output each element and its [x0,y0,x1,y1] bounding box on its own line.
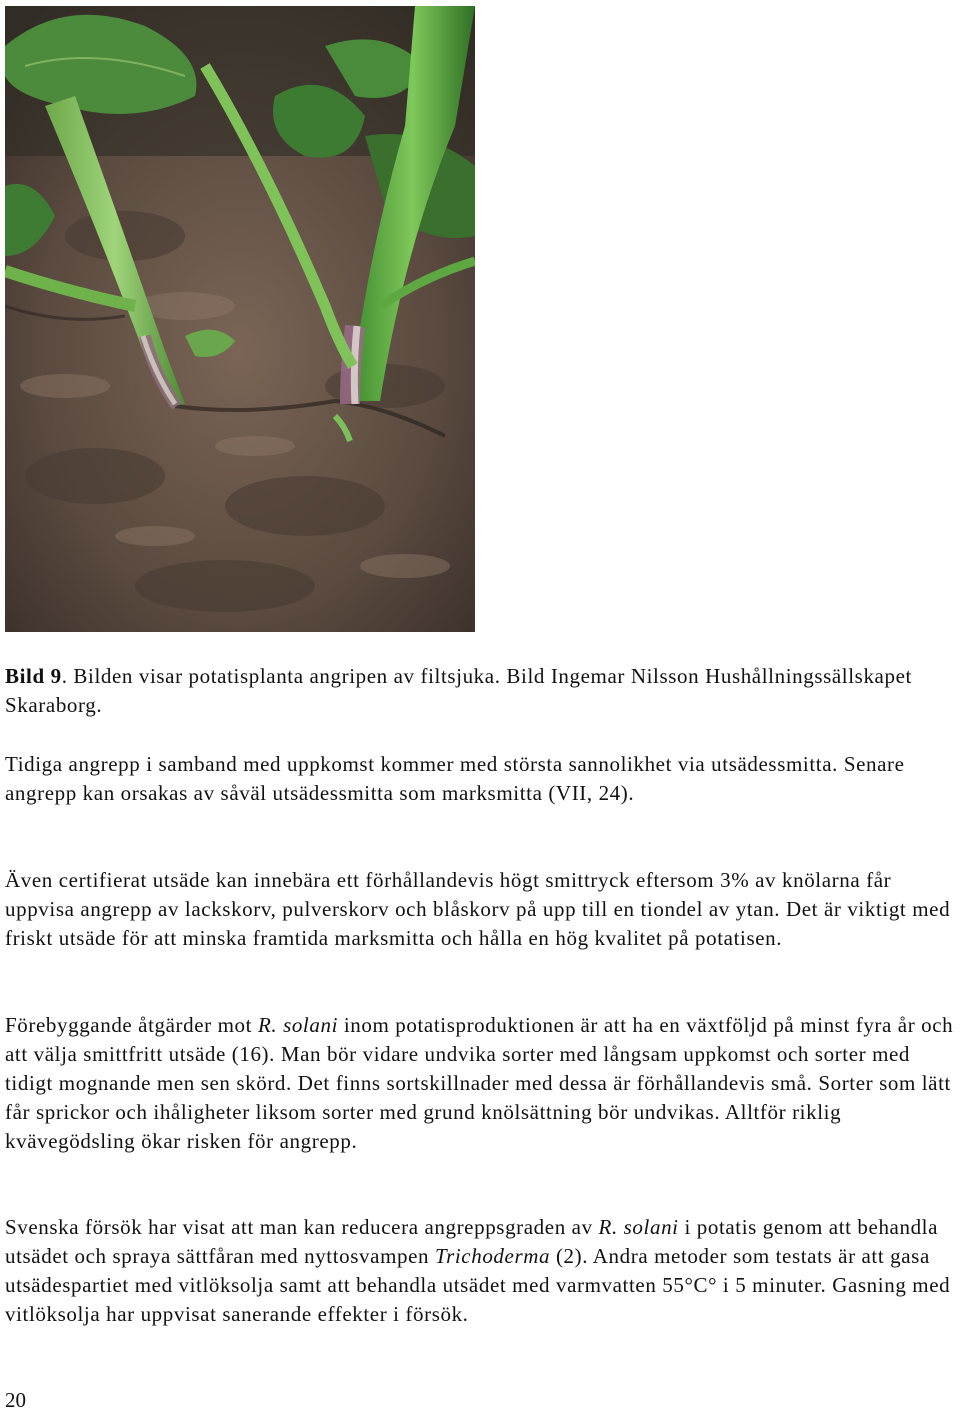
paragraph-2-text: Även certifierat utsäde kan innebära ett förhållandevis högt smittryck eftersom 3% av knölarna får uppvisa angrepp av lackskorv, pulverskorv och blåskorv på upp till en tiondel av ytan. Det är viktigt med friskt utsäde för att minska framtida marksmitta och hålla en hög kvalitet på potatisen. [5,868,951,950]
paragraph-3-after: inom potatisproduktionen är att ha en växtföljd på minst fyra år och att välja smittfritt utsäde (16). Man bör vidare undvika sorter med långsam uppkomst och sorter med tidigt mognande men sen skörd. Det finns sortskillnader med dessa är förhållandevis små. Sorter som lätt får sprickor och ihåligheter liksom sorter med grund knölsättning bör undvikas. Alltför riklig kvävegödsling ökar risken för angrepp. [5,1013,954,1153]
paragraph-4-after: (2). Andra metoder som testats är att gasa utsädespartiet med vitlöksolja samt att behandla utsädet med varmvatten 55°C° i 5 minuter. Gasning med vitlöksolja har uppvisat sanerande effekter i försök. [5,1244,951,1326]
species-name: R. solani [598,1215,679,1239]
paragraph-2 [5,866,957,953]
paragraph-4 [5,1213,957,1329]
paragraph-1 [5,750,957,808]
potato-plant-illustration [5,6,475,632]
paragraph-3 [5,1011,957,1156]
paragraph-1-text: Tidiga angrepp i samband med uppkomst kommer med största sannolikhet via utsädessmitta. Senare angrepp kan orsakas av såväl utsädessmitta som marksmitta (VII, 24). [5,752,905,805]
species-name: R. solani [257,1013,339,1037]
paragraph-4-before: Svenska försök har visat att man kan reducera angreppsgraden av [5,1215,599,1239]
page-number: 20 [5,1388,26,1412]
paragraph-4-middle: i potatis genom att behandla utsädet och spraya sättfåran med nyttosvampen [5,1215,939,1268]
paragraph-3-before: Förebyggande åtgärder mot [5,1013,258,1037]
figure-caption-text: . Bilden visar potatisplanta angripen av filtsjuka. Bild Ingemar Nilsson Hushållningssällskapet Skaraborg. [5,664,912,717]
genus-name: Trichoderma [434,1244,551,1268]
figure-label: Bild 9 [5,664,62,688]
figure-caption [5,662,957,720]
potato-plant-photo [5,6,475,632]
